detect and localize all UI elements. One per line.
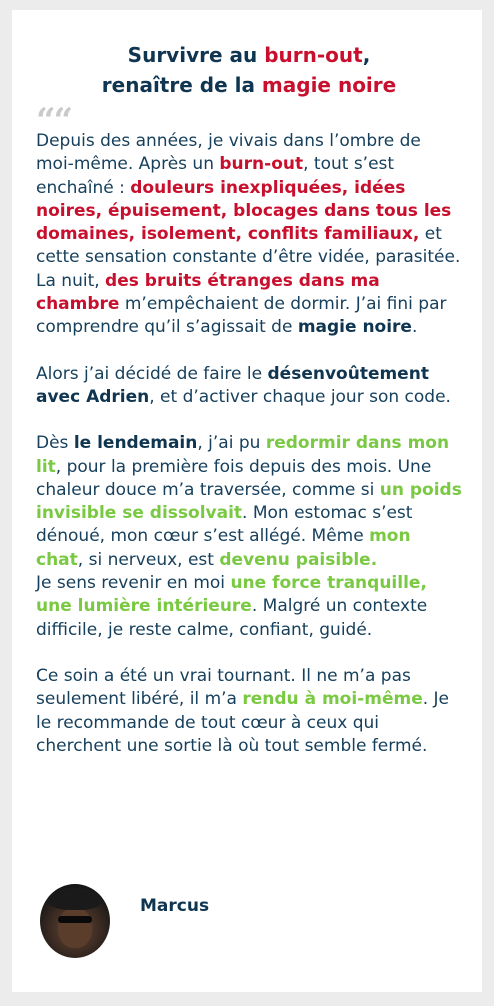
quote-mark-icon: ““ (36, 101, 72, 141)
highlight-navy: le lendemain (73, 433, 198, 454)
text-segment: , si nerveux, est (77, 549, 220, 570)
title-line1-text: Survivre au (127, 43, 265, 67)
testimonial-paragraph-2 (36, 363, 462, 410)
text-segment: , tout s’est enchaîné : (36, 154, 395, 198)
author-name: Marcus (140, 896, 210, 916)
text-segment: . (411, 317, 418, 338)
highlight-red: burn-out (219, 154, 304, 175)
testimonial-title (36, 40, 462, 100)
highlight-navy: désenvoûtement avec Adrien (36, 363, 429, 407)
avatar-face (58, 908, 92, 948)
text-segment: Dès (36, 433, 74, 454)
highlight-red: des bruits étranges dans ma chambre (36, 270, 380, 315)
highlight-green: rendu à moi-même (242, 689, 423, 710)
avatar-hat (48, 888, 102, 910)
text-segment: et cette sensation constante d’être vidée, parasitée. La nuit, (36, 224, 461, 291)
highlight-green: devenu paisible. (219, 549, 378, 570)
highlight-navy: magie noire (297, 317, 412, 338)
highlight-green: redormir dans mon lit (36, 433, 450, 477)
text-segment: . Malgré un contexte difficile, je reste calme, confiant, guidé. (36, 596, 428, 640)
text-segment: , et d’activer chaque jour son code. (149, 386, 451, 407)
title-line2-text: renaître de la (101, 73, 262, 97)
highlight-green: un poids invisible se dissolvait (36, 479, 462, 524)
testimonial-paragraph-4 (36, 665, 462, 758)
text-segment: . Je le recommande de tout cœur à ceux qui cherchent une sortie là où tout semble fermé. (36, 689, 449, 756)
text-segment: Je sens revenir en moi (36, 573, 231, 594)
testimonial-paragraph-1 (36, 130, 462, 340)
title-line1-punct: , (362, 43, 371, 67)
avatar-glasses (58, 916, 92, 923)
highlight-red: douleurs inexpliquées, idées noires, épuisement, blocages dans tous les domaines, isolement, conflits familiaux, (36, 177, 452, 245)
text-segment: Alors j’ai décidé de faire le (36, 363, 268, 384)
text-segment: m’empêchaient de dormir. J’ai fini par comprendre qu’il s’agissait de (36, 294, 447, 338)
highlight-green: mon chat (36, 526, 411, 570)
testimonial-paragraph-3 (36, 432, 462, 642)
text-segment: , j’ai pu (197, 433, 266, 454)
title-line2-accent: magie noire (261, 73, 397, 97)
text-segment: Depuis des années, je vivais dans l’ombre de moi-même. Après un (36, 131, 421, 175)
avatar (40, 884, 110, 958)
text-segment: , pour la première fois depuis des mois. Une chaleur douce m’a traversée, comme si (36, 456, 432, 500)
highlight-green: une force tranquille, une lumière intérieure (36, 573, 427, 617)
text-segment: . Mon estomac s’est dénoué, mon cœur s’est allégé. Même (36, 503, 413, 547)
text-segment: Ce soin a été un vrai tournant. Il ne m’a pas seulement libéré, il m’a (36, 665, 411, 710)
title-line1-accent: burn-out (264, 43, 363, 67)
author-block (40, 884, 440, 964)
testimonial-card (12, 10, 482, 992)
